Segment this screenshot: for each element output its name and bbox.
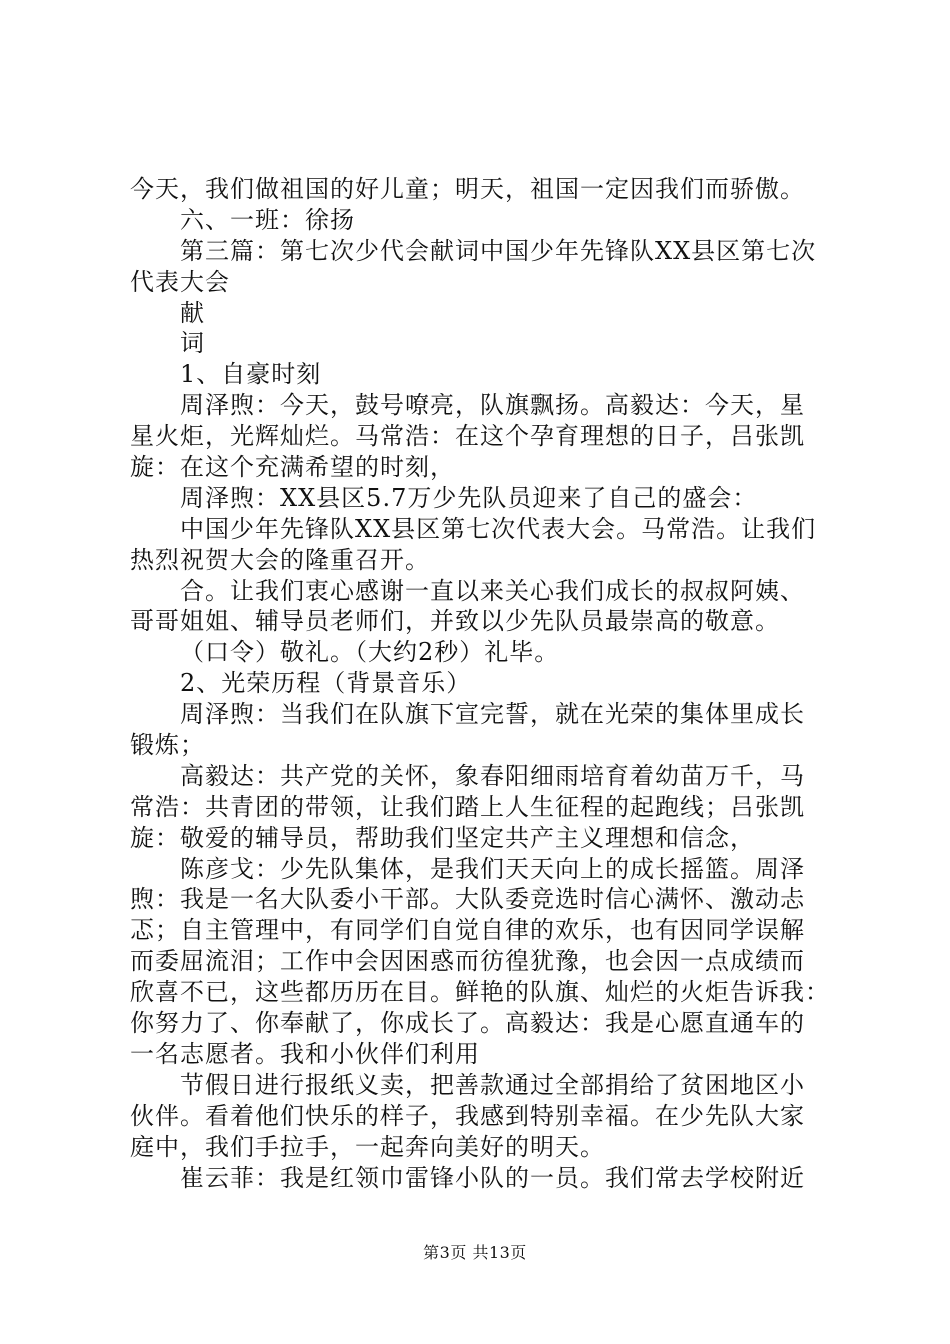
text-line: 伙伴。看着他们快乐的样子，我感到特别幸福。在少先队大家	[130, 1101, 805, 1130]
text-line: 周泽煦：当我们在队旗下宣完誓，就在光荣的集体里成长	[180, 700, 805, 729]
text-line: 词	[180, 329, 205, 358]
text-line: 煦：我是一名大队委小干部。大队委竞选时信心满怀、激动忐	[130, 885, 805, 914]
section-heading: 1、自豪时刻	[180, 360, 322, 389]
text-line: 代表大会	[130, 267, 230, 296]
text-line: 献	[180, 298, 205, 327]
text-line: 热烈祝贺大会的隆重召开。	[130, 545, 430, 574]
text-line: 周泽煦：今天，鼓号嘹亮，队旗飘扬。高毅达：今天，星	[180, 391, 805, 420]
text-line: 庭中，我们手拉手，一起奔向美好的明天。	[130, 1132, 605, 1161]
text-line: 一名志愿者。我和小伙伴们利用	[130, 1039, 480, 1068]
text-line: 而委屈流泪；工作中会因困惑而彷徨犹豫，也会因一点成绩而	[130, 947, 805, 976]
text-line: 中国少年先锋队XX县区第七次代表大会。马常浩。让我们	[180, 514, 817, 543]
body-text	[130, 174, 830, 1193]
text-line: 崔云菲：我是红领巾雷锋小队的一员。我们常去学校附近	[180, 1163, 805, 1192]
text-line: 合。让我们衷心感谢一直以来关心我们成长的叔叔阿姨、	[180, 576, 805, 605]
text-line: 欣喜不已，这些都历历在目。鲜艳的队旗、灿烂的火炬告诉我：	[130, 978, 830, 1007]
text-line: 第三篇：第七次少代会献词中国少年先锋队XX县区第七次	[180, 236, 817, 265]
text-line: 节假日进行报纸义卖，把善款通过全部捐给了贫困地区小	[180, 1070, 805, 1099]
text-line: 锻炼；	[130, 731, 205, 760]
section-heading: 2、光荣历程（背景音乐）	[180, 669, 472, 698]
page-footer: 第3页 共13页	[423, 1243, 527, 1262]
text-line: 今天，我们做祖国的好儿童；明天，祖国一定因我们而骄傲。	[130, 175, 805, 203]
text-line: 常浩：共青团的带领，让我们踏上人生征程的起跑线；吕张凯	[130, 792, 805, 821]
text-line: 哥哥姐姐、辅导员老师们，并致以少先队员最崇高的敬意。	[130, 607, 780, 636]
text-line: 旋：在这个充满希望的时刻，	[130, 453, 455, 482]
text-line: 高毅达：共产党的关怀，象春阳细雨培育着幼苗万千，马	[180, 761, 805, 790]
text-line: （口令）敬礼。（大约2秒）礼毕。	[180, 638, 560, 667]
text-line: 陈彦戈：少先队集体，是我们天天向上的成长摇篮。周泽	[180, 854, 805, 883]
text-line: 星火炬，光辉灿烂。马常浩：在这个孕育理想的日子，吕张凯	[130, 422, 805, 451]
text-line: 旋：敬爱的辅导员，帮助我们坚定共产主义理想和信念，	[130, 823, 755, 852]
text-line: 你努力了、你奉献了，你成长了。高毅达：我是心愿直通车的	[130, 1009, 805, 1038]
text-line: 六、一班：徐扬	[180, 205, 355, 234]
text-line: 忑；自主管理中，有同学们自觉自律的欢乐，也有因同学误解	[130, 916, 805, 945]
text-line: 周泽煦：XX县区5.7万少先队员迎来了自己的盛会：	[180, 483, 758, 512]
